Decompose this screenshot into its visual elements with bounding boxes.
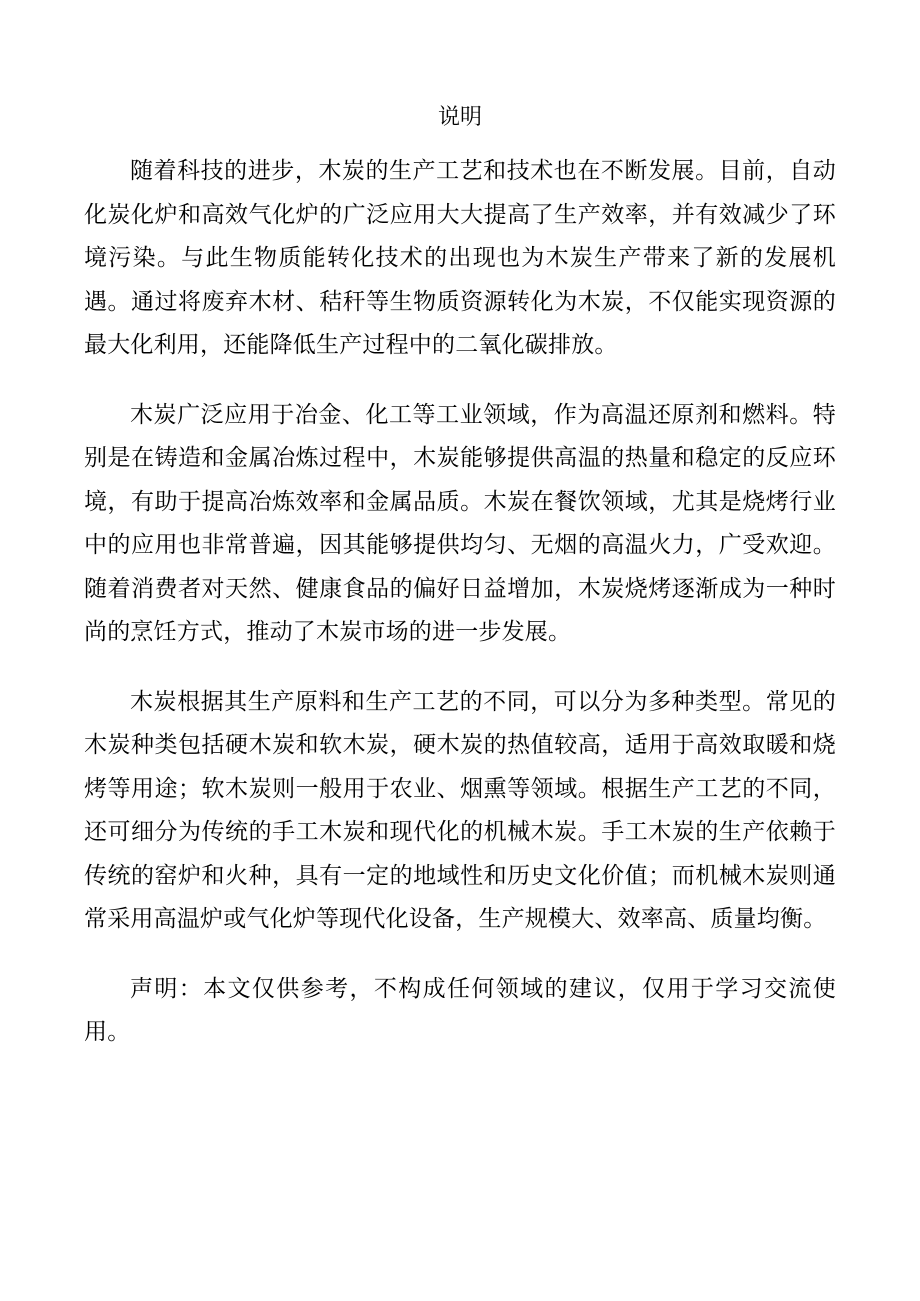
paragraph-applications: 木炭广泛应用于冶金、化工等工业领域，作为高温还原剂和燃料。特别是在铸造和金属冶炼过程中，木炭能够提供高温的热量和稳定的反应环境，有助于提高冶炼效率和金属品质。木炭在餐饮领域，尤其是烧烤行业中的应用也非常普遍，因其能够提供均匀、无烟的高温火力，广受欢迎。随着消费者对天然、健康食品的偏好日益增加，木炭烧烤逐渐成为一种时尚的烹饪方式，推动了木炭市场的进一步发展。 [84, 401, 836, 645]
paragraph-technology: 随着科技的进步，木炭的生产工艺和技术也在不断发展。目前，自动化炭化炉和高效气化炉的广泛应用大大提高了生产效率，并有效减少了环境污染。与此生物质能转化技术的出现也为木炭生产带来了新的发展机遇。通过将废弃木材、秸秆等生物质资源转化为木炭，不仅能实现资源的最大化利用，还能降低生产过程中的二氧化碳排放。 [84, 158, 836, 358]
document-body [84, 150, 836, 1081]
document-title: 说明 [437, 105, 482, 130]
paragraph-types: 木炭根据其生产原料和生产工艺的不同，可以分为多种类型。常见的木炭种类包括硬木炭和软木炭，硬木炭的热值较高，适用于高效取暖和烧烤等用途；软木炭则一般用于农业、烟熏等领域。根据生产工艺的不同，还可细分为传统的手工木炭和现代化的机械木炭。手工木炭的生产依赖于传统的窑炉和火种，具有一定的地域性和历史文化价值；而机械木炭则通常采用高温炉或气化炉等现代化设备，生产规模大、效率高、质量均衡。 [84, 688, 836, 932]
paragraph-disclaimer: 声明：本文仅供参考，不构成任何领域的建议，仅用于学习交流使用。 [84, 975, 836, 1045]
